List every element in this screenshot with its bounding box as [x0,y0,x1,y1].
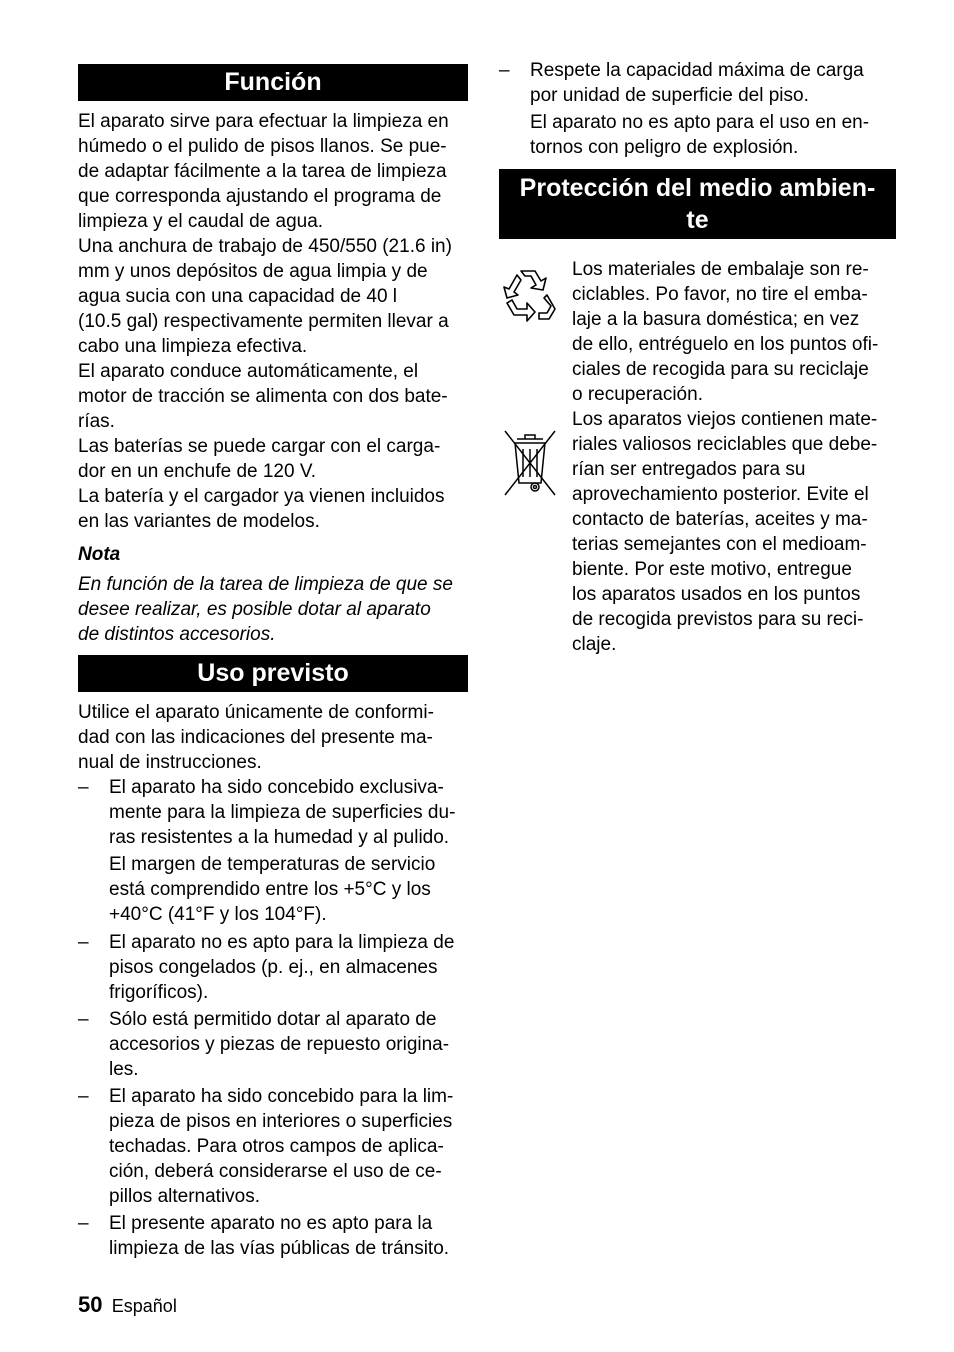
section-heading-funcion: Función [78,64,468,101]
text-line: claje. [572,634,617,655]
text-line: El aparato ha sido concebido exclusiva- [109,777,444,798]
list-item [78,775,473,927]
text-line: +40°C (41°F y los 104°F). [109,904,327,925]
page-number: 50 [78,1292,103,1317]
dash-bullet: – [78,1009,89,1030]
list-item [78,1211,473,1261]
recycle-icon [499,263,565,335]
list-item-subtext [109,852,473,927]
weee-paragraph [499,407,897,657]
list-item [499,58,897,160]
text-line: ras resistentes a la humedad y al pulido. [109,827,450,848]
text-line: Los materiales de embalaje son re- [572,259,869,280]
text-line: Respete la capacidad máxima de carga [530,60,864,81]
text-line: limpieza y el caudal de agua. [78,211,324,232]
text-line: El aparato sirve para efectuar la limpieza en [78,111,449,132]
text-line: ciclables. Po favor, no tire el emba- [572,284,868,305]
text-line: accesorios y piezas de repuesto origina- [109,1034,450,1055]
dash-bullet: – [499,60,510,81]
text-line: Una anchura de trabajo de 450/550 (21.6 in) [78,236,452,257]
text-line: El margen de temperaturas de servicio [109,854,436,875]
text-line: dor en un enchufe de 120 V. [78,461,317,482]
dash-bullet: – [78,1213,89,1234]
text-line: rías. [78,411,115,432]
footer-language: Español [111,1296,177,1316]
note-line: desee realizar, es posible dotar al aparato [78,599,431,620]
text-line: rían ser entregados para su [572,459,806,480]
text-line: de ello, entréguelo en los puntos ofi- [572,334,879,355]
funcion-body [78,109,473,534]
text-line: Los aparatos viejos contienen mate- [572,409,878,430]
text-line: La batería y el cargador ya vienen incluidos [78,486,445,507]
uso-intro [78,700,473,775]
text-line: dad con las indicaciones del presente ma- [78,727,433,748]
text-line: nual de instrucciones. [78,752,262,773]
text-line: aprovechamiento posterior. Evite el [572,484,869,505]
dash-bullet: – [78,1086,89,1107]
text-line: ción, deberá considerarse el uso de ce- [109,1161,442,1182]
right-column [499,58,897,657]
section-heading-uso-previsto: Uso previsto [78,655,468,692]
text-line: Las baterías se puede cargar con el carga- [78,436,441,457]
text-line: El aparato ha sido concebido para la lim- [109,1086,454,1107]
text-line: por unidad de superficie del piso. [530,85,809,106]
text-line: techadas. Para otros campos de aplica- [109,1136,444,1157]
text-line: terias semejantes con el medioam- [572,534,867,555]
text-line: húmedo o el pulido de pisos llanos. Se pue- [78,136,447,157]
text-line: que corresponda ajustando el programa de [78,186,442,207]
text-line: agua sucia con una capacidad de 40 l [78,286,398,307]
text-line: pieza de pisos en interiores o superficies [109,1111,453,1132]
section-heading-proteccion [499,169,896,239]
note-title: Nota [78,544,121,565]
dash-bullet: – [78,777,89,798]
text-line: mente para la limpieza de superficies du- [109,802,456,823]
text-line: El aparato no es apto para el uso en en- [530,112,870,133]
crossed-out-bin-icon [499,427,561,505]
list-item [78,1084,473,1209]
text-line: biente. Por este motivo, entregue [572,559,852,580]
note-line: de distintos accesorios. [78,624,276,645]
text-line: Sólo está permitido dotar al aparato de [109,1009,437,1030]
text-line: El aparato no es apto para la limpieza de [109,932,455,953]
heading-line: te [686,206,709,234]
text-line: los aparatos usados en los puntos [572,584,861,605]
heading-line: Protección del medio ambien- [519,174,876,202]
text-line: motor de tracción se alimenta con dos bate- [78,386,448,407]
list-item-subtext [530,110,897,160]
recycle-paragraph [499,257,897,407]
text-line: o recuperación. [572,384,703,405]
note-line: En función de la tarea de limpieza de que se [78,574,453,595]
text-line: está comprendido entre los +5°C y los [109,879,431,900]
text-line: limpieza de las vías públicas de tránsito. [109,1238,450,1259]
text-line: pisos congelados (p. ej., en almacenes [109,957,438,978]
text-line: cabo una limpieza efectiva. [78,336,308,357]
list-item [78,1007,473,1082]
text-line: Utilice el aparato únicamente de conformi- [78,702,434,723]
text-line: frigoríficos). [109,982,209,1003]
text-line: riales valiosos reciclables que debe- [572,434,878,455]
note-text [78,572,473,647]
text-line: mm y unos depósitos de agua limpia y de [78,261,428,282]
text-line: tornos con peligro de explosión. [530,137,799,158]
list-item [78,930,473,1005]
left-column [78,64,473,1261]
text-line: (10.5 gal) respectivamente permiten llevar a [78,311,449,332]
page-footer [78,1292,177,1318]
text-line: laje a la basura doméstica; en vez [572,309,860,330]
text-line: El aparato conduce automáticamente, el [78,361,419,382]
text-line: El presente aparato no es apto para la [109,1213,433,1234]
text-line: ciales de recogida para su reciclaje [572,359,869,380]
text-line: les. [109,1059,139,1080]
text-line: de recogida previstos para su reci- [572,609,864,630]
text-line: en las variantes de modelos. [78,511,320,532]
text-line: contacto de baterías, aceites y ma- [572,509,868,530]
text-line: de adaptar fácilmente a la tarea de limpieza [78,161,447,182]
dash-bullet: – [78,932,89,953]
text-line: pillos alternativos. [109,1186,261,1207]
